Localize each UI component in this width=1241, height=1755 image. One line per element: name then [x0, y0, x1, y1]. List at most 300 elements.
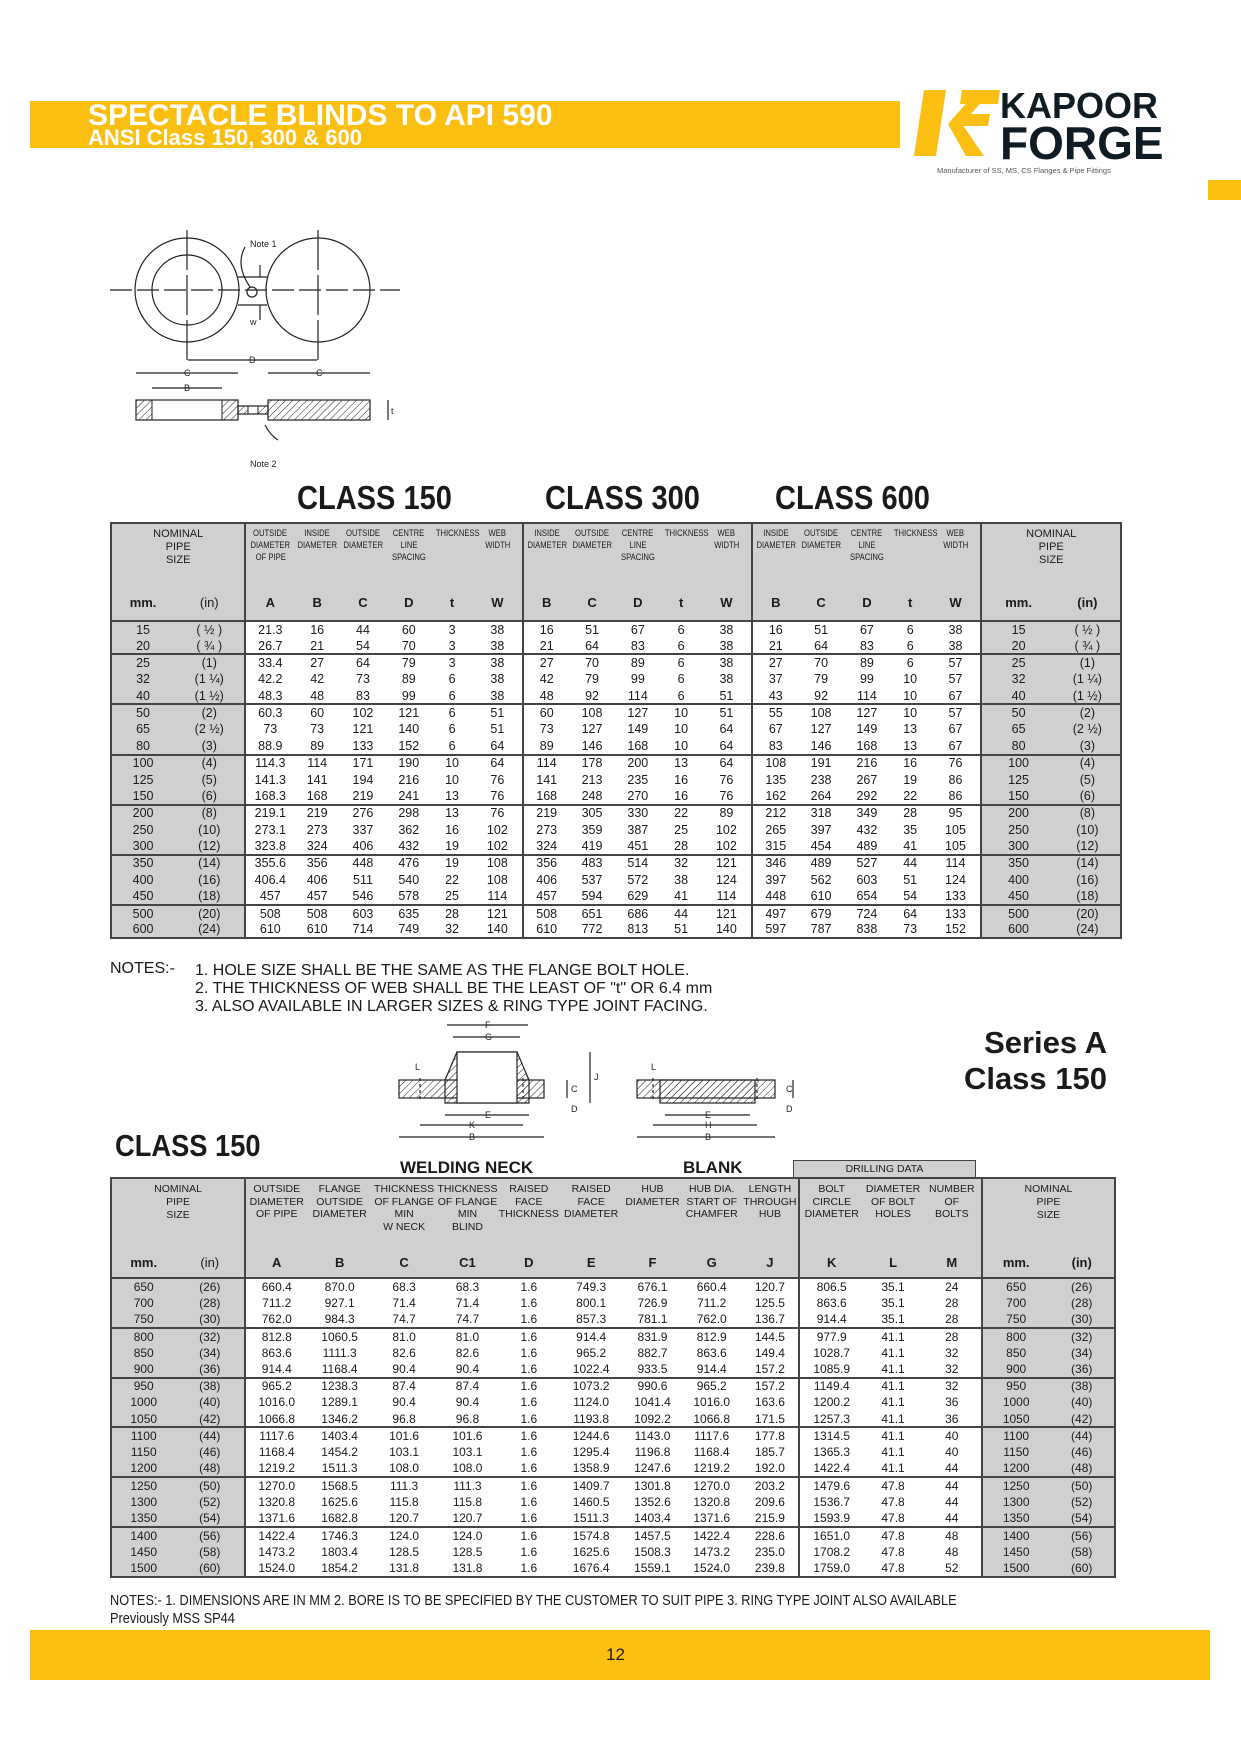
note1-label: Note 1: [250, 239, 277, 249]
dim-c-left-label: C: [184, 368, 191, 378]
class150-value: 603: [340, 905, 386, 922]
flange-value: 101.6: [372, 1427, 436, 1444]
nominal-in: (28): [175, 1295, 245, 1312]
page-number: 12: [606, 1645, 625, 1664]
flange-value: 1.6: [520, 1445, 538, 1460]
class300-letter: t: [661, 585, 702, 621]
header-line: DIAMETER: [527, 540, 568, 550]
nominal-mm: 15: [111, 621, 174, 638]
nominal-in: ( ¾ ): [174, 638, 245, 655]
class600-value: 89: [844, 654, 890, 671]
class600-value: 152: [945, 922, 966, 937]
flange-value: 44: [945, 1495, 959, 1510]
flange-value: 660.4: [682, 1278, 742, 1295]
nominal-mm: 50: [111, 704, 174, 721]
class600-value: 133: [931, 905, 982, 922]
flange-value: 965.2: [576, 1345, 607, 1360]
flange-value: 41.1: [881, 1361, 905, 1376]
flange-diagrams: [395, 1020, 795, 1165]
class600-value: 83: [859, 638, 874, 653]
table-row: [111, 704, 1121, 721]
class300-value: 270: [627, 788, 649, 803]
flange-value: 41.1: [881, 1461, 905, 1476]
header-line: OUTSIDE: [316, 1195, 363, 1208]
class150-value: 3: [448, 638, 456, 653]
nominal-in-right: (60): [1049, 1560, 1115, 1577]
nominal-mm: 500: [111, 905, 174, 922]
nominal-mm-right: 32: [981, 671, 1054, 688]
flange-value: 1651.0: [799, 1527, 863, 1544]
class150-value: 511: [353, 872, 373, 887]
flange-value: 124.0: [372, 1527, 436, 1544]
class150-value: 219: [294, 805, 340, 822]
flange-value: 41.1: [863, 1427, 922, 1444]
header-line: CIRCLE: [812, 1195, 851, 1208]
class300-value: 92: [585, 688, 599, 703]
class300-col-header: [615, 523, 661, 585]
header-line: LINE: [400, 540, 418, 550]
class150-value: 73: [356, 672, 370, 687]
flange-value: 914.4: [245, 1361, 307, 1378]
flange-value: 40: [923, 1427, 982, 1444]
class150-value: 60.3: [245, 704, 294, 721]
flange-value: 74.7: [392, 1311, 416, 1326]
table-row: [111, 1328, 1115, 1345]
class600-value: 16: [890, 755, 931, 772]
header-line: CHAMFER: [685, 1208, 738, 1220]
nominal-in: (30): [175, 1311, 245, 1328]
class600-value: 41: [903, 838, 918, 853]
nominal-in: (10): [174, 821, 245, 838]
flange-value: 1238.3: [307, 1378, 371, 1395]
class150-value: 219: [352, 788, 374, 803]
nominal-in: (34): [175, 1344, 245, 1361]
flange-value: 144.5: [742, 1328, 799, 1345]
class150-value: 38: [472, 621, 523, 638]
letters-row: [111, 585, 1121, 621]
flange-value: 120.7: [742, 1278, 799, 1295]
nominal-in-right: (24): [1055, 921, 1121, 938]
table-row: [111, 921, 1121, 938]
flange-value: 1473.2: [693, 1544, 731, 1559]
class300-value: 10: [674, 722, 689, 737]
class300-value: 38: [719, 638, 734, 653]
class600-value: 10: [903, 688, 918, 703]
nominal-mm-right: 700: [982, 1295, 1050, 1312]
flange-value: 1371.6: [245, 1510, 307, 1527]
wn-dim-e: E: [485, 1110, 492, 1120]
class300-value: 21: [523, 638, 569, 655]
header-line: WEB: [717, 528, 736, 538]
class600-value: 95: [931, 805, 982, 822]
table-row: [111, 1427, 1115, 1444]
nominal-mm: 600: [111, 921, 174, 938]
flange-value: 1.6: [499, 1278, 559, 1295]
header-line: LINE: [858, 540, 876, 550]
class300-value: 64: [719, 738, 734, 753]
table-row: [111, 1394, 1115, 1411]
class600-value: 610: [810, 888, 832, 903]
table-row: [111, 1278, 1115, 1295]
nominal-in: (16): [174, 871, 245, 888]
class150-value: 448: [340, 855, 386, 872]
class600-value: 83: [752, 738, 798, 755]
header-line: LENGTH: [748, 1183, 792, 1195]
class300-value: 89: [615, 654, 661, 671]
nominal-mm: 1250: [111, 1477, 175, 1494]
class150-col-header: [432, 523, 480, 585]
nominal-mm: 900: [111, 1361, 175, 1378]
class150-value: 79: [386, 654, 432, 671]
table-row: [111, 1510, 1115, 1527]
class300-value: 114: [627, 688, 648, 703]
class600-value: 79: [814, 672, 829, 687]
class-600-heading: CLASS 600: [775, 479, 930, 516]
class150-value: 6: [432, 704, 473, 721]
class150-value: 10: [432, 755, 473, 772]
nominal-in: (48): [175, 1461, 245, 1478]
nominal-mm: 700: [111, 1295, 175, 1312]
nominal-mm-right: 200: [981, 805, 1054, 822]
nominal-mm: 750: [111, 1311, 175, 1328]
nominal-in: (58): [175, 1544, 245, 1561]
flange-value: 812.8: [245, 1328, 307, 1345]
nominal-in: (18): [174, 888, 245, 905]
flange-value: 660.4: [245, 1278, 307, 1295]
nominal-mm-right: 350: [981, 855, 1054, 872]
flange-value: 35.1: [863, 1278, 922, 1295]
class300-value: 10: [661, 704, 702, 721]
flange-letter: A: [245, 1248, 307, 1278]
header-line: DIAMETER: [297, 540, 338, 550]
nominal-mm-right: 1100: [982, 1427, 1050, 1444]
class300-value: 41: [674, 888, 689, 903]
class300-value: 28: [674, 838, 689, 853]
class150-value: 48: [310, 688, 325, 703]
header-line: START OF: [686, 1195, 738, 1208]
flange-value: 81.0: [436, 1328, 498, 1345]
header-line: DIAMETER: [249, 1195, 304, 1208]
wn-dim-l: L: [415, 1062, 421, 1072]
table-row: [111, 821, 1121, 838]
class300-value: 67: [615, 621, 661, 638]
header-line: W NECK: [383, 1220, 426, 1233]
flange-value: 47.8: [881, 1544, 905, 1559]
nominal-in-right: (40): [1049, 1394, 1115, 1411]
class150-value: 108: [472, 855, 523, 872]
header-line: THICKNESS: [437, 1183, 498, 1195]
class600-value: 27: [752, 654, 798, 671]
mm-label-right: mm.: [982, 1248, 1050, 1278]
nominal-in: (38): [175, 1378, 245, 1395]
flange-value: 32: [945, 1345, 959, 1360]
flange-col-header: [372, 1178, 436, 1248]
class300-value: 324: [523, 838, 569, 855]
nominal-mm: 1400: [111, 1527, 175, 1544]
class300-value: 168: [627, 738, 649, 753]
nominal-line: PIPE: [165, 541, 191, 553]
class150-value: 476: [386, 855, 432, 872]
nominal-mm-right: 80: [981, 738, 1054, 755]
class150-value: 190: [386, 755, 432, 772]
note2-label: Note 2: [250, 459, 277, 469]
class600-value: 16: [752, 621, 798, 638]
wn-dim-k: K: [469, 1120, 476, 1130]
flange-value: 1060.5: [307, 1328, 371, 1345]
nominal-in: (36): [175, 1361, 245, 1378]
nominal-mm: 800: [111, 1328, 175, 1345]
class600-value: 787: [810, 922, 832, 937]
nominal-mm: 150: [111, 788, 174, 805]
nominal-in: (32): [175, 1328, 245, 1345]
flange-value: 1479.6: [799, 1477, 863, 1494]
nominal-in: ( ½ ): [174, 621, 245, 638]
class300-value: 6: [661, 621, 702, 638]
table-row: [111, 1494, 1115, 1511]
flange-value: 1.6: [520, 1461, 538, 1476]
flange-col-header: [863, 1178, 922, 1248]
class600-value: 51: [903, 872, 918, 887]
nominal-in-right: (2): [1055, 704, 1121, 721]
nominal-mm: 1350: [111, 1510, 175, 1527]
flange-value: 914.4: [559, 1328, 623, 1345]
flange-value: 47.8: [863, 1477, 922, 1494]
class300-value: 108: [569, 704, 615, 721]
header-line: OF FLANGE: [437, 1195, 498, 1208]
class300-letter: W: [701, 585, 752, 621]
class150-value: 273: [306, 822, 328, 837]
class150-value: 38: [490, 672, 505, 687]
flange-value: 1422.4: [682, 1527, 742, 1544]
class600-value: 318: [798, 805, 844, 822]
class300-letter: B: [523, 585, 569, 621]
flange-value: 136.7: [754, 1311, 785, 1326]
flange-value: 28: [945, 1311, 959, 1326]
header-line: THICKNESS: [374, 1183, 435, 1195]
flange-value: 36: [945, 1395, 959, 1410]
flange-value: 108.0: [452, 1461, 483, 1476]
nominal-in: (52): [175, 1494, 245, 1511]
flange-value: 103.1: [389, 1445, 420, 1460]
class300-value: 248: [581, 788, 603, 803]
flange-value: 115.8: [452, 1495, 483, 1510]
class300-value: 178: [569, 755, 615, 772]
header-line: OF FLANGE: [374, 1195, 434, 1208]
class300-value: 16: [674, 788, 689, 803]
nominal-mm-right: 25: [981, 654, 1054, 671]
flange-value: 44: [945, 1511, 959, 1526]
class300-value: 6: [677, 672, 685, 687]
class300-col-header: [661, 523, 709, 585]
nominal-mm-right: 300: [981, 838, 1054, 855]
flange-value: 90.4: [392, 1395, 416, 1410]
flange-value: 1593.9: [799, 1510, 863, 1527]
class600-value: 38: [948, 638, 963, 653]
class300-value: 13: [661, 755, 702, 772]
wn-dim-c: C: [571, 1084, 578, 1094]
header-line: MIN: [457, 1208, 478, 1220]
flange-value: 71.4: [455, 1295, 480, 1310]
class300-col-header: [569, 523, 615, 585]
class300-value: 6: [677, 638, 685, 653]
class600-letter: B: [752, 585, 798, 621]
spectacle-blind-table: [110, 522, 1122, 939]
nominal-in: (1 ½): [174, 688, 245, 705]
flange-value: 914.4: [799, 1311, 863, 1328]
flange-value: 1244.6: [559, 1427, 623, 1444]
flange-value: 1559.1: [634, 1560, 671, 1575]
flange-value: 1257.3: [799, 1411, 863, 1428]
class150-value: 6: [448, 738, 456, 753]
flange-value: 239.8: [754, 1560, 785, 1575]
flange-value: 1.6: [520, 1495, 538, 1510]
header-line: WIDTH: [713, 540, 739, 550]
class600-col-header: [798, 523, 844, 585]
flange-value: 90.4: [392, 1361, 416, 1376]
blank-label: BLANK: [683, 1158, 743, 1177]
class300-letter: C: [569, 585, 615, 621]
header-line: BLIND: [452, 1220, 483, 1233]
header-line: FLANGE: [318, 1183, 361, 1195]
nominal-in-right: (3): [1055, 738, 1121, 755]
class600-value: 57: [931, 704, 982, 721]
flange-value: 82.6: [455, 1345, 480, 1360]
blank-dim-e: E: [705, 1110, 712, 1120]
nominal-mm-right: 1250: [982, 1477, 1050, 1494]
flange-col-header: [499, 1178, 559, 1248]
drilling-data-label: DRILLING DATA: [793, 1160, 976, 1177]
class600-value: 146: [810, 738, 832, 753]
header-line: THICKNESS: [893, 528, 938, 538]
flange-value: 103.1: [452, 1445, 483, 1460]
class150-value: 38: [490, 638, 505, 653]
class300-value: 38: [701, 654, 752, 671]
class300-value: 772: [581, 922, 603, 937]
class150-value: 19: [432, 855, 473, 872]
flange-value: 41.1: [863, 1328, 922, 1345]
class150-value: 33.4: [245, 654, 294, 671]
nominal-in: (3): [174, 738, 245, 755]
class150-value: 610: [245, 921, 294, 938]
nominal-in: (24): [174, 921, 245, 938]
flange-col-header: [742, 1178, 799, 1248]
class600-value: 267: [856, 772, 878, 787]
class150-value: 141: [306, 772, 328, 787]
nominal-mm: 65: [111, 721, 174, 738]
flange-value: 1.6: [520, 1345, 538, 1360]
class600-value: 13: [903, 722, 918, 737]
nominal-in-right: (10): [1055, 821, 1121, 838]
flange-value: 1.6: [520, 1511, 538, 1526]
flange-value: 40: [945, 1445, 959, 1460]
nominal-in: (12): [174, 838, 245, 855]
table-row: [111, 688, 1121, 705]
nominal-mm-right: 250: [981, 821, 1054, 838]
class150-value: 6: [448, 722, 456, 737]
flange-value: 90.4: [455, 1361, 480, 1376]
dim-t-label: t: [391, 406, 394, 416]
flange-value: 711.2: [697, 1295, 727, 1310]
class300-value: 51: [569, 621, 615, 638]
header-line: DIAMETER: [756, 540, 797, 550]
flange-value: 1457.5: [623, 1527, 681, 1544]
table-row: [111, 1560, 1115, 1577]
class150-letter: W: [472, 585, 523, 621]
flange-value: 990.6: [623, 1378, 681, 1395]
nominal-mm: 200: [111, 805, 174, 822]
flange-value: 676.1: [623, 1278, 681, 1295]
class150-value: 38: [472, 654, 523, 671]
class600-value: 44: [890, 855, 931, 872]
flange-value: 48: [945, 1544, 959, 1559]
class600-value: 6: [890, 654, 931, 671]
table-row: [111, 871, 1121, 888]
table-row: [111, 1378, 1115, 1395]
class300-value: 102: [715, 822, 737, 837]
flange-value: 1022.4: [572, 1361, 610, 1376]
nominal-mm-right: 400: [981, 871, 1054, 888]
flange-value: 1524.0: [693, 1560, 731, 1575]
welding-neck-label: WELDING NECK: [400, 1158, 534, 1177]
class300-value: 121: [701, 905, 752, 922]
note-3: 3. ALSO AVAILABLE IN LARGER SIZES & RING TYPE JOINT FACING.: [195, 998, 708, 1015]
wn-dim-f: F: [485, 1020, 491, 1030]
blank-dim-d: D: [786, 1104, 793, 1114]
header-line: RAISED: [571, 1183, 611, 1195]
flange-value: 1320.8: [245, 1494, 307, 1511]
nominal-in: (44): [175, 1427, 245, 1444]
nominal-in-right: (1 ¼): [1055, 671, 1121, 688]
nominal-line: SIZE: [166, 1209, 190, 1221]
flange-value: 1708.2: [799, 1544, 863, 1561]
logo-word-kapoor: KAPOOR: [1000, 85, 1159, 126]
flange-value: 131.8: [452, 1560, 483, 1575]
class150-letter: A: [245, 585, 294, 621]
class150-value: 114: [294, 755, 340, 772]
flange-value: 1.6: [499, 1427, 559, 1444]
flange-value: 1117.6: [682, 1427, 742, 1444]
flange-value: 806.5: [799, 1278, 863, 1295]
class150-value: 168: [306, 788, 328, 803]
header-line: HUB: [641, 1183, 664, 1195]
flange-value: 1.6: [520, 1395, 538, 1410]
class150-value: 432: [398, 838, 420, 853]
class600-value: 497: [752, 905, 798, 922]
class150-value: 168.3: [245, 788, 294, 805]
class600-value: 597: [752, 921, 798, 938]
flange-value: 1.6: [520, 1560, 538, 1575]
table-row: [111, 1344, 1115, 1361]
class150-value: 21: [310, 638, 325, 653]
flange-value: 81.0: [372, 1328, 436, 1345]
flange-value: 149.4: [754, 1345, 785, 1360]
header-line: HUB: [758, 1208, 781, 1220]
header-line: NUMBER: [929, 1183, 975, 1195]
class600-value: 114: [931, 855, 982, 872]
nominal-in: (1 ¼): [174, 671, 245, 688]
flange-value: 1066.8: [693, 1411, 731, 1426]
class600-value: 105: [945, 838, 966, 853]
class600-value: 105: [945, 822, 966, 837]
class150-value: 88.9: [245, 738, 294, 755]
flange-value: 101.6: [436, 1427, 498, 1444]
class600-value: 19: [903, 772, 918, 787]
class300-value: 124: [715, 872, 737, 887]
class150-value: 362: [398, 822, 420, 837]
class600-value: 21: [752, 638, 798, 655]
flange-value: 977.9: [799, 1328, 863, 1345]
class150-value: 216: [398, 772, 420, 787]
